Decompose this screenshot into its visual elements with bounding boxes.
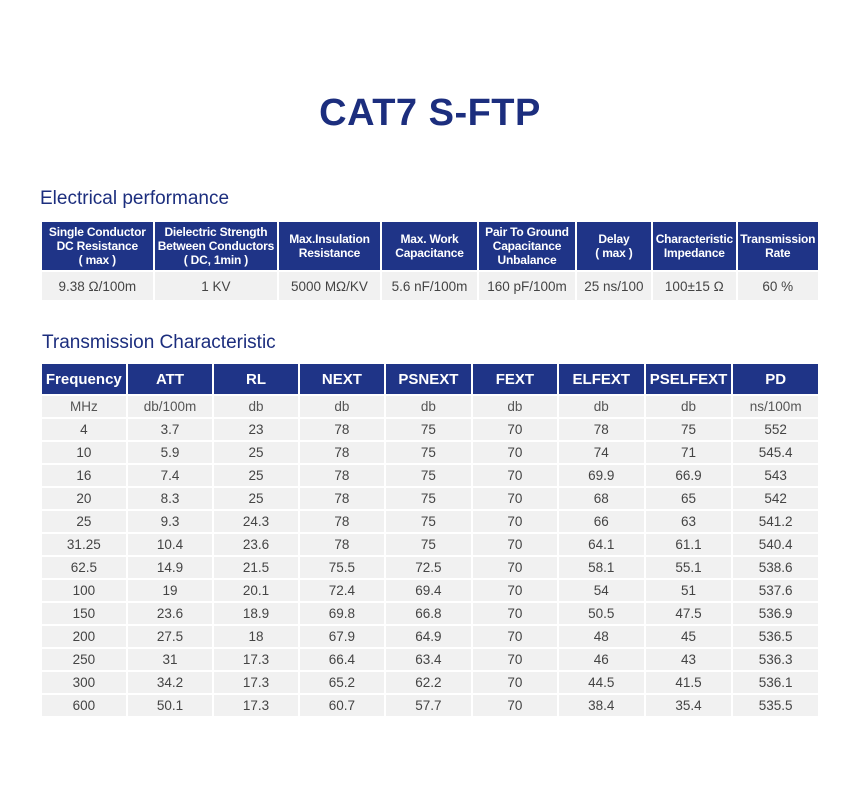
table-cell: 78 bbox=[300, 419, 384, 440]
electrical-column-header: Delay ( max ) bbox=[577, 222, 651, 270]
unit-cell: db bbox=[473, 396, 557, 417]
table-cell: 25 bbox=[214, 442, 298, 463]
unit-cell: db bbox=[386, 396, 471, 417]
table-row bbox=[42, 442, 818, 463]
table-cell: 17.3 bbox=[214, 649, 298, 670]
table-cell: 65.2 bbox=[300, 672, 384, 693]
table-cell: 23 bbox=[214, 419, 298, 440]
table-cell: 67.9 bbox=[300, 626, 384, 647]
table-cell: 75.5 bbox=[300, 557, 384, 578]
table-cell: 25 bbox=[214, 488, 298, 509]
transmission-column-header: NEXT bbox=[300, 364, 384, 394]
table-cell: 24.3 bbox=[214, 511, 298, 532]
table-cell: 70 bbox=[473, 672, 557, 693]
table-cell: 538.6 bbox=[733, 557, 818, 578]
electrical-value-cell: 9.38 Ω/100m bbox=[42, 272, 153, 300]
table-cell: 9.3 bbox=[128, 511, 213, 532]
table-cell: 3.7 bbox=[128, 419, 213, 440]
table-cell: 66.8 bbox=[386, 603, 471, 624]
table-cell: 78 bbox=[300, 465, 384, 486]
table-cell: 17.3 bbox=[214, 672, 298, 693]
table-cell: 552 bbox=[733, 419, 818, 440]
table-cell: 46 bbox=[559, 649, 644, 670]
table-cell: 18.9 bbox=[214, 603, 298, 624]
table-cell: 8.3 bbox=[128, 488, 213, 509]
table-cell: 75 bbox=[646, 419, 732, 440]
table-cell: 48 bbox=[559, 626, 644, 647]
table-cell: 25 bbox=[214, 465, 298, 486]
table-cell: 537.6 bbox=[733, 580, 818, 601]
table-cell: 10.4 bbox=[128, 534, 213, 555]
table-cell: 100 bbox=[42, 580, 126, 601]
electrical-value-cell: 5.6 nF/100m bbox=[382, 272, 478, 300]
table-cell: 70 bbox=[473, 534, 557, 555]
table-cell: 543 bbox=[733, 465, 818, 486]
table-cell: 64.1 bbox=[559, 534, 644, 555]
unit-cell: db bbox=[214, 396, 298, 417]
electrical-column-header: Dielectric Strength Between Conductors ( DC, 1min ) bbox=[155, 222, 278, 270]
table-cell: 542 bbox=[733, 488, 818, 509]
table-row bbox=[42, 603, 818, 624]
table-cell: 536.5 bbox=[733, 626, 818, 647]
table-cell: 35.4 bbox=[646, 695, 732, 716]
table-cell: 536.3 bbox=[733, 649, 818, 670]
table-cell: 34.2 bbox=[128, 672, 213, 693]
table-cell: 536.1 bbox=[733, 672, 818, 693]
table-row bbox=[42, 534, 818, 555]
table-cell: 63 bbox=[646, 511, 732, 532]
table-cell: 536.9 bbox=[733, 603, 818, 624]
table-cell: 5.9 bbox=[128, 442, 213, 463]
table-cell: 20 bbox=[42, 488, 126, 509]
table-cell: 69.9 bbox=[559, 465, 644, 486]
page-title: CAT7 S-FTP bbox=[319, 92, 541, 134]
table-row bbox=[42, 580, 818, 601]
table-cell: 65 bbox=[646, 488, 732, 509]
transmission-characteristic-table bbox=[40, 362, 820, 718]
table-cell: 541.2 bbox=[733, 511, 818, 532]
table-cell: 14.9 bbox=[128, 557, 213, 578]
table-cell: 68 bbox=[559, 488, 644, 509]
table-cell: 75 bbox=[386, 465, 471, 486]
table-cell: 535.5 bbox=[733, 695, 818, 716]
table-cell: 75 bbox=[386, 442, 471, 463]
transmission-header-row bbox=[42, 364, 818, 394]
table-cell: 31.25 bbox=[42, 534, 126, 555]
table-cell: 50.5 bbox=[559, 603, 644, 624]
table-cell: 545.4 bbox=[733, 442, 818, 463]
table-cell: 70 bbox=[473, 626, 557, 647]
electrical-column-header: Max. Work Capacitance bbox=[382, 222, 478, 270]
table-cell: 70 bbox=[473, 557, 557, 578]
table-cell: 58.1 bbox=[559, 557, 644, 578]
electrical-value-cell: 1 KV bbox=[155, 272, 278, 300]
table-cell: 70 bbox=[473, 580, 557, 601]
table-cell: 70 bbox=[473, 511, 557, 532]
table-cell: 19 bbox=[128, 580, 213, 601]
units-row bbox=[42, 396, 818, 417]
electrical-performance-heading: Electrical performance bbox=[40, 188, 230, 209]
table-cell: 250 bbox=[42, 649, 126, 670]
table-cell: 600 bbox=[42, 695, 126, 716]
table-cell: 72.4 bbox=[300, 580, 384, 601]
unit-cell: MHz bbox=[42, 396, 126, 417]
table-row bbox=[42, 419, 818, 440]
table-cell: 66.9 bbox=[646, 465, 732, 486]
unit-cell: db bbox=[646, 396, 732, 417]
table-cell: 55.1 bbox=[646, 557, 732, 578]
table-cell: 200 bbox=[42, 626, 126, 647]
table-cell: 78 bbox=[559, 419, 644, 440]
table-cell: 7.4 bbox=[128, 465, 213, 486]
electrical-performance-table bbox=[40, 220, 820, 302]
table-cell: 74 bbox=[559, 442, 644, 463]
table-cell: 78 bbox=[300, 511, 384, 532]
table-cell: 61.1 bbox=[646, 534, 732, 555]
table-cell: 50.1 bbox=[128, 695, 213, 716]
table-cell: 21.5 bbox=[214, 557, 298, 578]
electrical-value-cell: 160 pF/100m bbox=[479, 272, 575, 300]
table-cell: 70 bbox=[473, 649, 557, 670]
table-cell: 66 bbox=[559, 511, 644, 532]
table-cell: 38.4 bbox=[559, 695, 644, 716]
table-row bbox=[42, 626, 818, 647]
table-cell: 70 bbox=[473, 488, 557, 509]
electrical-value-cell: 60 % bbox=[738, 272, 818, 300]
table-cell: 17.3 bbox=[214, 695, 298, 716]
table-cell: 23.6 bbox=[128, 603, 213, 624]
transmission-characteristic-heading: Transmission Characteristic bbox=[42, 332, 276, 353]
transmission-column-header: PSELFEXT bbox=[646, 364, 732, 394]
table-cell: 70 bbox=[473, 603, 557, 624]
table-cell: 70 bbox=[473, 465, 557, 486]
table-cell: 70 bbox=[473, 442, 557, 463]
table-cell: 27.5 bbox=[128, 626, 213, 647]
table-cell: 69.4 bbox=[386, 580, 471, 601]
table-cell: 78 bbox=[300, 488, 384, 509]
table-row bbox=[42, 488, 818, 509]
table-cell: 78 bbox=[300, 534, 384, 555]
table-cell: 69.8 bbox=[300, 603, 384, 624]
transmission-column-header: ELFEXT bbox=[559, 364, 644, 394]
transmission-column-header: FEXT bbox=[473, 364, 557, 394]
unit-cell: db bbox=[559, 396, 644, 417]
table-cell: 75 bbox=[386, 534, 471, 555]
unit-cell: ns/100m bbox=[733, 396, 818, 417]
electrical-column-header: Max.Insulation Resistance bbox=[279, 222, 380, 270]
electrical-column-header: Characteristic Impedance bbox=[653, 222, 735, 270]
electrical-column-header: Pair To Ground Capacitance Unbalance bbox=[479, 222, 575, 270]
table-cell: 51 bbox=[646, 580, 732, 601]
transmission-column-header: PD bbox=[733, 364, 818, 394]
transmission-column-header: PSNEXT bbox=[386, 364, 471, 394]
table-cell: 72.5 bbox=[386, 557, 471, 578]
table-row bbox=[42, 695, 818, 716]
table-cell: 75 bbox=[386, 488, 471, 509]
table-cell: 75 bbox=[386, 511, 471, 532]
transmission-column-header: Frequency bbox=[42, 364, 126, 394]
table-cell: 44.5 bbox=[559, 672, 644, 693]
table-cell: 57.7 bbox=[386, 695, 471, 716]
table-cell: 64.9 bbox=[386, 626, 471, 647]
table-cell: 43 bbox=[646, 649, 732, 670]
table-cell: 18 bbox=[214, 626, 298, 647]
table-cell: 23.6 bbox=[214, 534, 298, 555]
electrical-column-header: Transmission Rate bbox=[738, 222, 818, 270]
table-row bbox=[42, 511, 818, 532]
table-cell: 78 bbox=[300, 442, 384, 463]
table-cell: 16 bbox=[42, 465, 126, 486]
electrical-value-cell: 100±15 Ω bbox=[653, 272, 735, 300]
table-cell: 71 bbox=[646, 442, 732, 463]
table-cell: 20.1 bbox=[214, 580, 298, 601]
electrical-value-cell: 5000 MΩ/KV bbox=[279, 272, 380, 300]
transmission-column-header: ATT bbox=[128, 364, 213, 394]
table-cell: 41.5 bbox=[646, 672, 732, 693]
table-cell: 540.4 bbox=[733, 534, 818, 555]
table-cell: 75 bbox=[386, 419, 471, 440]
table-cell: 45 bbox=[646, 626, 732, 647]
table-cell: 62.2 bbox=[386, 672, 471, 693]
electrical-header-row bbox=[42, 222, 818, 270]
table-cell: 70 bbox=[473, 419, 557, 440]
transmission-column-header: RL bbox=[214, 364, 298, 394]
table-cell: 300 bbox=[42, 672, 126, 693]
table-cell: 150 bbox=[42, 603, 126, 624]
table-row bbox=[42, 557, 818, 578]
unit-cell: db/100m bbox=[128, 396, 213, 417]
table-row bbox=[42, 465, 818, 486]
table-cell: 70 bbox=[473, 695, 557, 716]
table-cell: 4 bbox=[42, 419, 126, 440]
table-cell: 60.7 bbox=[300, 695, 384, 716]
electrical-value-cell: 25 ns/100 bbox=[577, 272, 651, 300]
table-row bbox=[42, 672, 818, 693]
table-cell: 47.5 bbox=[646, 603, 732, 624]
electrical-values-row bbox=[42, 272, 818, 300]
table-cell: 25 bbox=[42, 511, 126, 532]
electrical-column-header: Single Conductor DC Resistance ( max ) bbox=[42, 222, 153, 270]
table-cell: 31 bbox=[128, 649, 213, 670]
table-cell: 54 bbox=[559, 580, 644, 601]
table-cell: 10 bbox=[42, 442, 126, 463]
table-row bbox=[42, 649, 818, 670]
table-cell: 62.5 bbox=[42, 557, 126, 578]
unit-cell: db bbox=[300, 396, 384, 417]
table-cell: 63.4 bbox=[386, 649, 471, 670]
table-cell: 66.4 bbox=[300, 649, 384, 670]
